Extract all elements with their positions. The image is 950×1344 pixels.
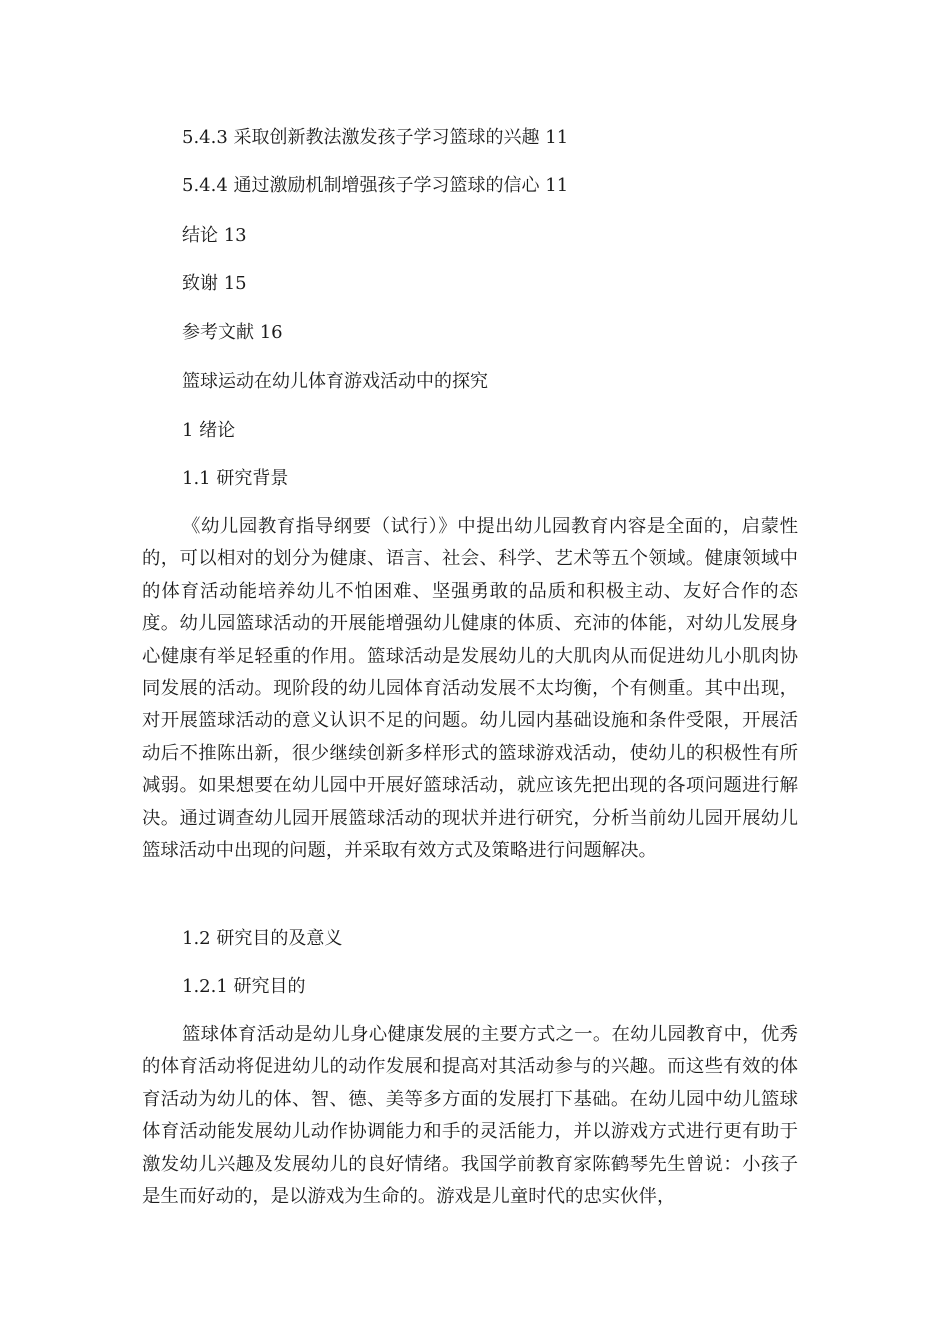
document-title: 篮球运动在幼儿体育游戏活动中的探究 xyxy=(182,371,488,392)
toc-entry-5-4-4[interactable] xyxy=(182,174,568,198)
toc-title: 通过激励机制增强孩子学习篮球的信心 xyxy=(233,175,540,196)
heading-1-1: 1.1 研究背景 xyxy=(182,468,289,489)
toc-entry-references[interactable] xyxy=(182,321,283,345)
paragraph-purpose: 篮球体育活动是幼儿身心健康发展的主要方式之一。在幼儿园教育中，优秀的体育活动将促进幼儿的动作发展和提高对其活动参与的兴趣。而这些有效的体育活动为幼儿的体、智、德、美等多方面的发展打下基础。在幼儿园中幼儿篮球体育活动能发展幼儿动作协调能力和手的灵活能力，并以游戏方式进行更有助于激发幼儿兴趣及发展幼儿的良好情绪。我国学前教育家陈鹤琴先生曾说：小孩子是生而好动的，是以游戏为生命的。游戏是儿童时代的忠实伙伴， xyxy=(142,1024,798,1208)
toc-entry-acknowledgements[interactable] xyxy=(182,272,247,296)
toc-entry-5-4-3[interactable] xyxy=(182,126,568,150)
toc-page: 11 xyxy=(545,175,569,196)
toc-number: 5.4.3 xyxy=(182,127,228,148)
toc-title: 结论 xyxy=(182,225,218,246)
toc-page: 15 xyxy=(223,273,247,294)
heading-1-2: 1.2 研究目的及意义 xyxy=(182,928,343,949)
toc-page: 16 xyxy=(259,322,283,343)
toc-entry-conclusion[interactable] xyxy=(182,224,247,248)
heading-1-2-1: 1.2.1 研究目的 xyxy=(182,976,306,997)
toc-title: 参考文献 xyxy=(182,322,254,343)
heading-1: 1 绪论 xyxy=(182,420,236,441)
toc-page: 11 xyxy=(545,127,569,148)
toc-title: 致谢 xyxy=(182,273,218,294)
toc-page: 13 xyxy=(223,225,247,246)
toc-number: 5.4.4 xyxy=(182,175,228,196)
paragraph-background: 《幼儿园教育指导纲要（试行）》中提出幼儿园教育内容是全面的，启蒙性的，可以相对的划分为健康、语言、社会、科学、艺术等五个领域。健康领域中的体育活动能培养幼儿不怕困难、坚强勇敢的品质和积极主动、友好合作的态度。幼儿园篮球活动的开展能增强幼儿健康的体质、充沛的体能，对幼儿发展身心健康有举足轻重的作用。篮球活动是发展幼儿的大肌肉从而促进幼儿小肌肉协同发展的活动。现阶段的幼儿园体育活动发展不太均衡，个有侧重。其中出现，对开展篮球活动的意义认识不足的问题。幼儿园内基础设施和条件受限，开展活动后不推陈出新，很少继续创新多样形式的篮球游戏活动，使幼儿的积极性有所减弱。如果想要在幼儿园中开展好篮球活动，就应该先把出现的各项问题进行解决。通过调查幼儿园开展篮球活动的现状并进行研究，分析当前幼儿园开展幼儿篮球活动中出现的问题，并采取有效方式及策略进行问题解决。 xyxy=(142,516,798,862)
toc-title: 采取创新教法激发孩子学习篮球的兴趣 xyxy=(233,127,540,148)
